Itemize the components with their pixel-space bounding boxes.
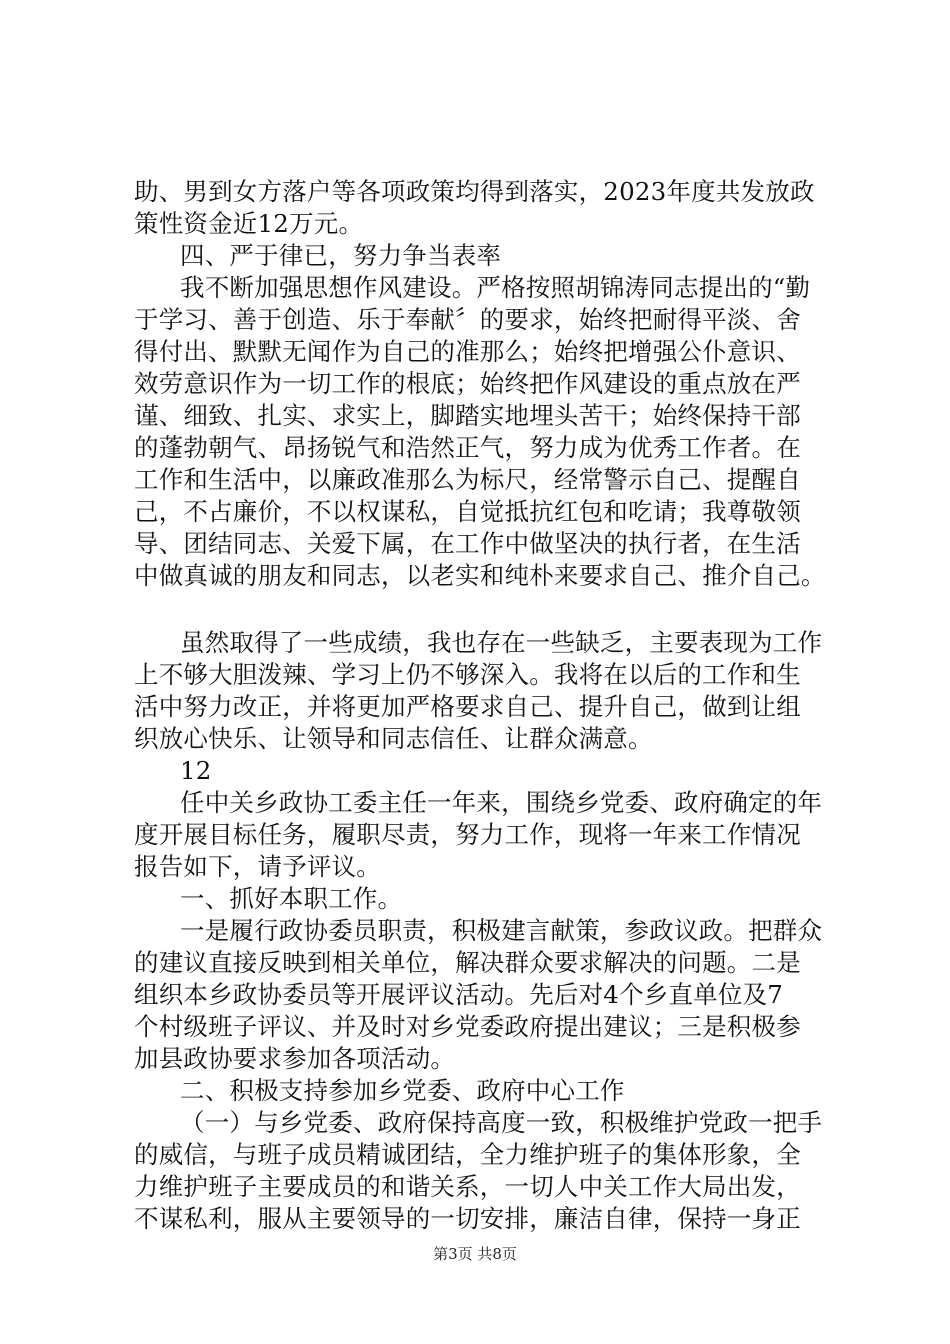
text-line: 我不断加强思想作风建设。严格按照胡锦涛同志提出的“勤: [180, 273, 811, 302]
text-line: 个村级班子评议、并及时对乡党委政府提出建议；三是积极参: [134, 1012, 801, 1041]
text-line: 一是履行政协委员职责，积极建言献策，参政议政。把群众: [180, 916, 823, 945]
text-line: 不谋私利，服从主要领导的一切安排，廉洁自律，保持一身正: [134, 1204, 801, 1233]
text-line: 的建议直接反映到相关单位，解决群众要求解决的问题。二是: [134, 948, 801, 977]
text-line: 12: [180, 756, 212, 785]
section-heading: 一、抓好本职工作。: [180, 884, 403, 913]
text-line: 助、男到女方落户等各项政策均得到落实，2023年度共发放政: [134, 177, 815, 206]
text-line: 任中关乡政协工委主任一年来，围绕乡党委、政府确定的年: [180, 788, 823, 817]
text-line: 的威信，与班子成员精诚团结，全力维护班子的集体形象，全: [134, 1140, 801, 1169]
text-line: 得付出、默默无闻作为自己的准那么；始终把增强公仆意识、: [134, 337, 801, 366]
text-line: 导、团结同志、关爱下属，在工作中做坚决的执行者，在生活: [134, 529, 801, 558]
text-line: 己，不占廉价，不以权谋私，自觉抵抗红包和吃请；我尊敬领: [134, 497, 801, 526]
text-line: 组织本乡政协委员等开展评议活动。先后对4个乡直单位及7: [134, 980, 784, 1009]
text-line: 度开展目标任务，履职尽责，努力工作，现将一年来工作情况: [134, 820, 801, 849]
text-line: 力维护班子主要成员的和谐关系，一切人中关工作大局出发，: [134, 1172, 801, 1201]
text-line: 效劳意识作为一切工作的根底；始终把作风建设的重点放在严: [134, 369, 801, 398]
section-heading: 二、积极支持参加乡党委、政府中心工作: [180, 1076, 625, 1105]
text-line: 的蓬勃朝气、昂扬锐气和浩然正气，努力成为优秀工作者。在: [134, 433, 801, 462]
text-line: 策性资金近12万元。: [134, 209, 364, 238]
text-line: 于学习、善于创造、乐于奉献〞的要求，始终把耐得平淡、舍: [134, 305, 801, 334]
text-line: 织放心快乐、让领导和同志信任、让群众满意。: [134, 724, 653, 753]
text-line: 加县政协要求参加各项活动。: [134, 1044, 456, 1073]
text-line: 工作和生活中，以廉政准那么为标尺，经常警示自己、提醒自: [134, 465, 801, 494]
text-line: （一）与乡党委、政府保持高度一致，积极维护党政一把手: [180, 1108, 823, 1137]
text-line: 活中努力改正，并将更加严格要求自己、提升自己，做到让组: [134, 692, 801, 721]
text-line: 谨、细致、扎实、求实上，脚踏实地埋头苦干；始终保持干部: [134, 401, 801, 430]
section-heading: 四、严于律已，努力争当表率: [180, 241, 502, 270]
page-footer: 第3页 共8页: [433, 1245, 517, 1263]
text-line: 上不够大胆泼辣、学习上仍不够深入。我将在以后的工作和生: [134, 660, 801, 689]
text-line: 报告如下，请予评议。: [134, 852, 381, 881]
text-line: 中做真诚的朋友和同志，以老实和纯朴来要求自己、推介自己。: [134, 561, 826, 590]
text-line: 虽然取得了一些成绩，我也存在一些缺乏，主要表现为工作: [180, 628, 823, 657]
